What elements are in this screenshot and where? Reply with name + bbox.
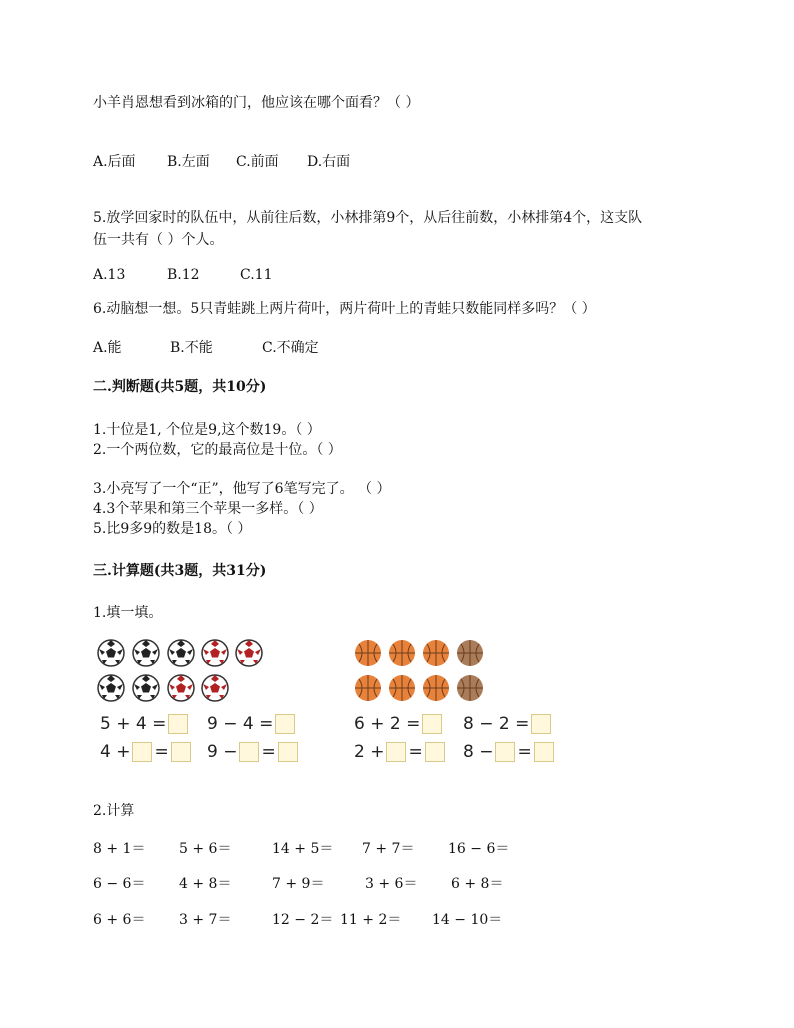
judge-5: 5.比9多9的数是18。（ ） bbox=[93, 521, 252, 537]
calc-item: 16 − 6＝ bbox=[448, 841, 510, 857]
option-d: D.右面 bbox=[307, 154, 351, 170]
question-sheep: 小羊肖恩想看到冰箱的门，他应该在哪个面看？（ ） bbox=[93, 95, 420, 111]
basketball-icon bbox=[355, 640, 381, 666]
calc-2-title: 2.计算 bbox=[93, 803, 135, 819]
calc-item: 12 − 2＝ bbox=[272, 912, 334, 928]
calc-item: 7 + 9＝ bbox=[272, 876, 325, 892]
question-6: 6.动脑想一想。5只青蛙跳上两片荷叶，两片荷叶上的青蛙只数能同样多吗？（ ） bbox=[93, 301, 596, 317]
calc-item: 14 + 5＝ bbox=[272, 841, 334, 857]
fill-eq-right-2a: 2 + = bbox=[354, 741, 447, 763]
section-3-title: 三.计算题(共3题，共31分) bbox=[93, 563, 267, 579]
basketball-icon bbox=[457, 640, 483, 666]
calc-item: 14 − 10＝ bbox=[432, 912, 503, 928]
answer-box[interactable] bbox=[275, 714, 295, 734]
answer-box[interactable] bbox=[132, 742, 152, 762]
fill-eq-left-1a: 5 + 4 = bbox=[100, 713, 190, 735]
judge-3: 3.小亮写了一个“正”，他写了6笔写完了。 （ ） bbox=[93, 481, 391, 497]
basketball-icon bbox=[355, 675, 381, 701]
answer-box[interactable] bbox=[531, 714, 551, 734]
q5-option-a: A.13 bbox=[93, 267, 126, 283]
soccer-ball-icon bbox=[202, 640, 228, 666]
answer-box[interactable] bbox=[239, 742, 259, 762]
calc-item: 8 + 1＝ bbox=[93, 841, 146, 857]
answer-box[interactable] bbox=[425, 742, 445, 762]
soccer-ball-icon bbox=[236, 640, 262, 666]
basketball-icon bbox=[389, 640, 415, 666]
soccer-ball-icon bbox=[202, 675, 228, 701]
answer-box[interactable] bbox=[495, 742, 515, 762]
answer-box[interactable] bbox=[171, 742, 191, 762]
fill-eq-right-1a: 6 + 2 = bbox=[354, 713, 444, 735]
fill-eq-left-1b: 9 − 4 = bbox=[207, 713, 297, 735]
basketball-icon bbox=[389, 675, 415, 701]
question-5-line2: 伍一共有（ ）个人。 bbox=[93, 232, 224, 248]
soccer-ball-icon bbox=[98, 640, 124, 666]
q6-option-a: A.能 bbox=[93, 340, 122, 356]
judge-1: 1.十位是1, 个位是9,这个数19。（ ） bbox=[93, 422, 321, 438]
calc-item: 3 + 7＝ bbox=[179, 912, 232, 928]
fill-eq-right-1b: 8 − 2 = bbox=[463, 713, 553, 735]
calc-item: 7 + 7＝ bbox=[362, 841, 415, 857]
fill-eq-left-2b: 9 − = bbox=[207, 741, 300, 763]
judge-4: 4.3个苹果和第三个苹果一多样。（ ） bbox=[93, 501, 323, 517]
basketballs-figure bbox=[352, 636, 492, 706]
option-a: A.后面 bbox=[93, 154, 136, 170]
q5-option-b: B.12 bbox=[167, 267, 200, 283]
basketball-icon bbox=[423, 640, 449, 666]
basketball-icon bbox=[423, 675, 449, 701]
calc-item: 6 + 6＝ bbox=[93, 912, 146, 928]
judge-2: 2.一个两位数，它的最高位是十位。（ ） bbox=[93, 442, 342, 458]
calc-item: 6 + 8＝ bbox=[451, 876, 504, 892]
fill-eq-left-2a: 4 + = bbox=[100, 741, 193, 763]
q6-option-b: B.不能 bbox=[170, 340, 213, 356]
soccer-ball-icon bbox=[133, 675, 159, 701]
soccer-ball-icon bbox=[168, 640, 194, 666]
answer-box[interactable] bbox=[168, 714, 188, 734]
answer-box[interactable] bbox=[534, 742, 554, 762]
calc-1-title: 1.填一填。 bbox=[93, 605, 163, 621]
option-b: B.左面 bbox=[167, 154, 210, 170]
q5-option-c: C.11 bbox=[240, 267, 273, 283]
calc-item: 3 + 6＝ bbox=[365, 876, 418, 892]
calc-item: 5 + 6＝ bbox=[179, 841, 232, 857]
calc-item: 4 + 8＝ bbox=[179, 876, 232, 892]
soccer-ball-icon bbox=[133, 640, 159, 666]
calc-item: 6 − 6＝ bbox=[93, 876, 146, 892]
soccer-ball-icon bbox=[98, 675, 124, 701]
soccer-ball-icon bbox=[168, 675, 194, 701]
answer-box[interactable] bbox=[278, 742, 298, 762]
fill-eq-right-2b: 8 − = bbox=[463, 741, 556, 763]
basketball-icon bbox=[457, 675, 483, 701]
answer-box[interactable] bbox=[386, 742, 406, 762]
soccer-balls-figure bbox=[96, 636, 268, 706]
q6-option-c: C.不确定 bbox=[262, 340, 319, 356]
answer-box[interactable] bbox=[422, 714, 442, 734]
option-c: C.前面 bbox=[236, 154, 279, 170]
question-5-line1: 5.放学回家时的队伍中，从前往后数，小林排第9个，从后往前数，小林排第4个，这支队 bbox=[93, 210, 643, 226]
section-2-title: 二.判断题(共5题，共10分) bbox=[93, 379, 267, 395]
calc-item: 11 + 2＝ bbox=[340, 912, 402, 928]
